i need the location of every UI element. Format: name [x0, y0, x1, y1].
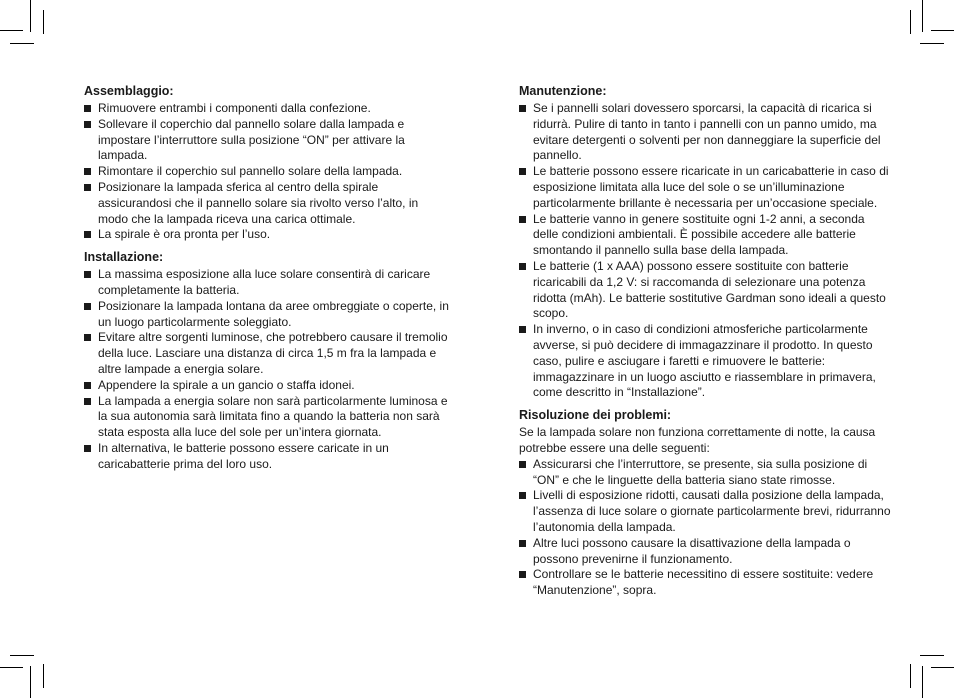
crop-mark: [43, 664, 44, 688]
bullet-square-icon: [519, 492, 526, 499]
crop-mark: [920, 655, 944, 656]
bullet-square-icon: [84, 231, 91, 238]
bullet-square-icon: [84, 303, 91, 310]
list-item: Appendere la spirale a un gancio o staffa idonei.: [84, 378, 449, 394]
bullet-square-icon: [519, 540, 526, 547]
crop-mark: [910, 10, 911, 34]
list-item: Le batterie (1 x AAA) possono essere sostituite con batterie ricaricabili da 1,2 V: si raccomanda di selezionare una potenza ridotta (mAh). Le batterie sostitutive Gardman sono ideali a questo scopo.: [519, 259, 891, 322]
list-item: Rimontare il coperchio sul pannello solare della lampada.: [84, 164, 449, 180]
list-item: Posizionare la lampada lontana da aree ombreggiate o coperte, in un luogo particolarmente soleggiato.: [84, 299, 449, 331]
risoluzione-list: [519, 457, 891, 599]
manutenzione-list: [519, 101, 891, 401]
crop-mark: [910, 664, 911, 688]
bullet-square-icon: [519, 461, 526, 468]
list-item: In alternativa, le batterie possono essere caricate in un caricabatterie prima del loro uso.: [84, 441, 449, 473]
crop-mark: [931, 30, 954, 31]
bullet-square-icon: [519, 571, 526, 578]
list-item: Livelli di esposizione ridotti, causati dalla posizione della lampada, l’assenza di luce solare o giornate particolarmente brevi, ridurranno l’autonomia della lampada.: [519, 488, 891, 535]
bullet-square-icon: [519, 168, 526, 175]
section-heading-risoluzione: Risoluzione dei problemi:: [519, 408, 672, 423]
left-column: [84, 83, 449, 473]
crop-mark: [922, 0, 923, 32]
installazione-list: [84, 267, 449, 472]
right-column: [519, 83, 891, 599]
list-item: Le batterie possono essere ricaricate in un caricabatterie in caso di esposizione limitata alla luce del sole o se un’illuminazione particolarmente brillante è necessaria per un’occasione speciale.: [519, 164, 891, 211]
bullet-square-icon: [519, 105, 526, 112]
crop-mark: [931, 667, 954, 668]
crop-mark: [10, 655, 34, 656]
bullet-square-icon: [84, 168, 91, 175]
list-item: La lampada a energia solare non sarà particolarmente luminosa e la sua autonomia sarà limitata fino a quando la batteria non sarà stata esposta alla luce del sole per un’intera giornata.: [84, 394, 449, 441]
bullet-square-icon: [519, 216, 526, 223]
list-item: Assicurarsi che l’interruttore, se presente, sia sulla posizione di “ON” e che le linguette della batteria siano state rimosse.: [519, 457, 891, 489]
assemblaggio-list: [84, 101, 449, 243]
bullet-square-icon: [84, 121, 91, 128]
list-item: Evitare altre sorgenti luminose, che potrebbero causare il tremolio della luce. Lasciare una distanza di circa 1,5 m fra la lampada e altre lampade a energia solare.: [84, 330, 449, 377]
crop-mark: [43, 10, 44, 34]
list-item: La spirale è ora pronta per l’uso.: [84, 227, 449, 243]
section-heading-assemblaggio: Assemblaggio:: [84, 84, 174, 98]
list-item: Sollevare il coperchio dal pannello solare dalla lampada e impostare l’interruttore sulla posizione “ON” per attivare la lampada.: [84, 117, 449, 164]
list-item: La massima esposizione alla luce solare consentirà di caricare completamente la batteria.: [84, 267, 449, 299]
list-item: Posizionare la lampada sferica al centro della spirale assicurandosi che il pannello solare sia rivolto verso l’alto, in modo che la lampada riceva una carica ottimale.: [84, 180, 449, 227]
list-item: In inverno, o in caso di condizioni atmosferiche particolarmente avverse, si può decidere di immagazzinare il prodotto. In questo caso, pulire e asciugare i faretti e rimuovere le batterie: immagazzinare in un luogo asciutto e riassemblare in primavera, come descritto in “Installazione”.: [519, 322, 891, 401]
bullet-square-icon: [84, 334, 91, 341]
list-item: Altre luci possono causare la disattivazione della lampada o possono prevenirne il funzionamento.: [519, 536, 891, 568]
bullet-square-icon: [84, 184, 91, 191]
bullet-square-icon: [84, 271, 91, 278]
bullet-square-icon: [84, 105, 91, 112]
list-item: Controllare se le batterie necessitino di essere sostituite: vedere “Manutenzione”, sopra.: [519, 567, 891, 599]
crop-mark: [922, 666, 923, 698]
bullet-square-icon: [84, 398, 91, 405]
crop-mark: [10, 43, 34, 44]
crop-mark: [0, 667, 23, 668]
bullet-square-icon: [84, 382, 91, 389]
crop-mark: [920, 43, 944, 44]
crop-mark: [30, 666, 31, 698]
bullet-square-icon: [84, 445, 91, 452]
crop-mark: [0, 30, 23, 31]
bullet-square-icon: [519, 263, 526, 270]
crop-mark: [30, 0, 31, 32]
list-item: Le batterie vanno in genere sostituite ogni 1-2 anni, a seconda delle condizioni ambientali. È possibile accedere alle batterie smontando il pannello sulla base della lampada.: [519, 212, 891, 259]
section-heading-installazione: Installazione:: [84, 250, 164, 265]
section-heading-manutenzione: Manutenzione:: [519, 84, 607, 98]
list-item: Rimuovere entrambi i componenti dalla confezione.: [84, 101, 449, 117]
troubleshooting-intro: Se la lampada solare non funziona correttamente di notte, la causa potrebbe essere una delle seguenti:: [519, 425, 876, 455]
list-item: Se i pannelli solari dovessero sporcarsi, la capacità di ricarica si ridurrà. Pulire di tanto in tanto i pannelli con un panno umido, ma evitare detergenti o solventi per non danneggiare la superficie del pannello.: [519, 101, 891, 164]
bullet-square-icon: [519, 326, 526, 333]
